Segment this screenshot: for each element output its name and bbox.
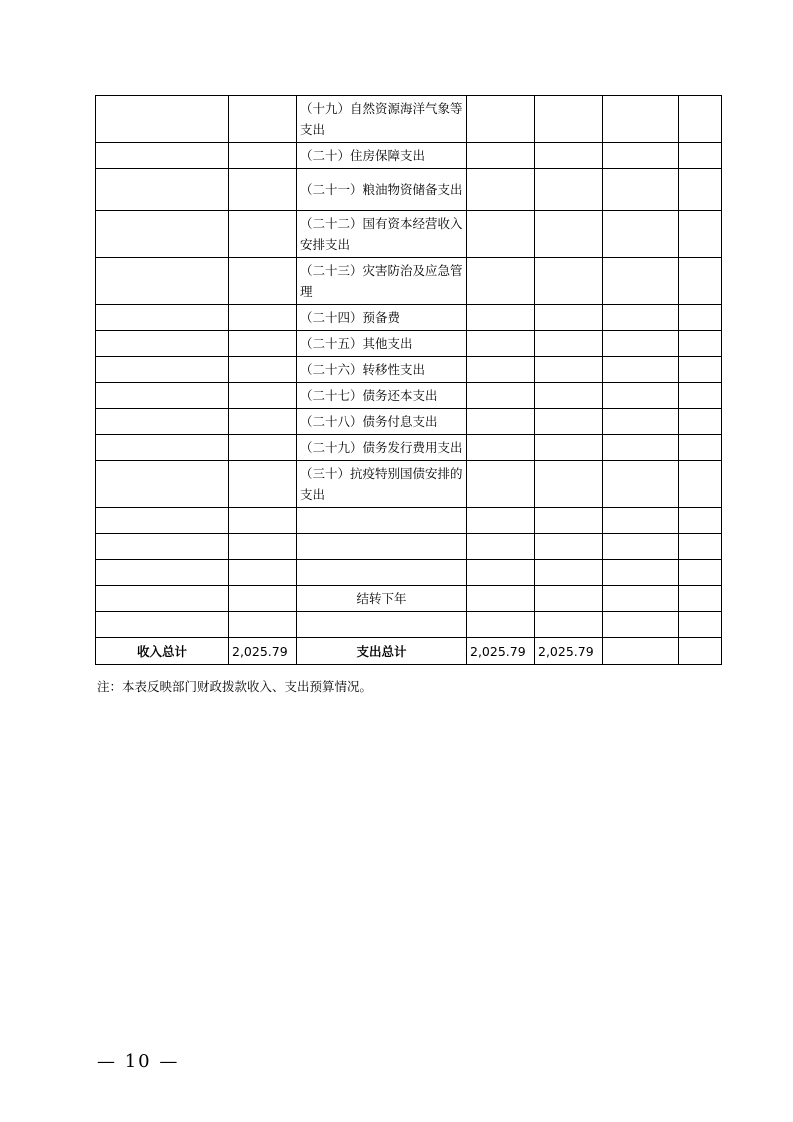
page-number: — 10 — [97, 1051, 180, 1072]
expense-item-label [297, 508, 467, 534]
expense-total-label: 支出总计 [297, 638, 467, 665]
table-row [96, 331, 722, 357]
table-row [96, 560, 722, 586]
expense-item-label: （十九）自然资源海洋气象等支出 [297, 96, 467, 143]
table-row [96, 508, 722, 534]
table-note: 注：本表反映部门财政拨款收入、支出预算情况。 [97, 679, 373, 694]
expense-item-label: （二十一）粮油物资储备支出 [297, 169, 467, 211]
expense-item-label: （二十八）债务付息支出 [297, 409, 467, 435]
expense-item-label: （二十）住房保障支出 [297, 143, 467, 169]
expense-item-label: （二十六）转移性支出 [297, 357, 467, 383]
total-row [96, 638, 722, 665]
table-row [96, 534, 722, 560]
table-row [96, 409, 722, 435]
table-row [96, 169, 722, 211]
table-row [96, 258, 722, 305]
expense-item-label: （二十三）灾害防治及应急管理 [297, 258, 467, 305]
expense-item-label [297, 560, 467, 586]
table-row [96, 96, 722, 143]
expense-item-label: （二十七）债务还本支出 [297, 383, 467, 409]
table-row [96, 383, 722, 409]
expense-item-label: （二十四）预备费 [297, 305, 467, 331]
table-row [96, 305, 722, 331]
table-row [96, 435, 722, 461]
income-total-label: 收入总计 [96, 638, 229, 665]
expense-item-label: （二十九）债务发行费用支出 [297, 435, 467, 461]
empty-row [96, 612, 722, 638]
expense-item-label [297, 534, 467, 560]
income-total-value: 2,025.79 [229, 638, 297, 665]
budget-table [95, 95, 722, 665]
table-row [96, 211, 722, 258]
carryover-label: 结转下年 [297, 586, 467, 612]
table-row [96, 143, 722, 169]
table-body [96, 96, 722, 665]
carryover-row [96, 586, 722, 612]
expense-total-value: 2,025.79 [467, 638, 535, 665]
expense-item-label: （二十五）其他支出 [297, 331, 467, 357]
expense-item-label: （三十）抗疫特别国债安排的支出 [297, 461, 467, 508]
table-row [96, 461, 722, 508]
expense-total-value-2: 2,025.79 [535, 638, 603, 665]
expense-item-label: （二十二）国有资本经营收入安排支出 [297, 211, 467, 258]
table-row [96, 357, 722, 383]
